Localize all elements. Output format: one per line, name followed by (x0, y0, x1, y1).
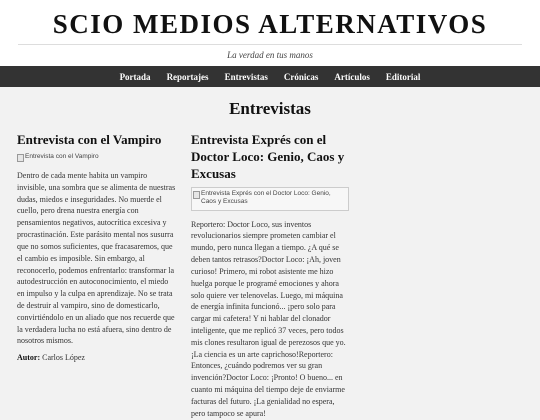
nav-item-reportajes[interactable]: Reportajes (166, 71, 209, 82)
image-alt-text: Entrevista Exprés con el Doctor Loco: Genio, Caos y Excusas (201, 189, 331, 206)
article-image (17, 153, 177, 162)
article-card (17, 132, 177, 362)
author-label: Autor: (17, 353, 41, 363)
article-image (191, 187, 349, 211)
broken-image-icon (17, 154, 24, 162)
article-author (17, 353, 177, 362)
nav-item-entrevistas[interactable]: Entrevistas (224, 71, 268, 82)
site-tagline: La verdad en tus manos (227, 50, 313, 60)
main-nav (0, 66, 540, 87)
page-heading: Entrevistas (229, 99, 311, 118)
article-title[interactable]: Entrevista con el Vampiro (17, 132, 162, 147)
nav-item-cronicas[interactable]: Crónicas (283, 71, 319, 82)
article-body: Dentro de cada mente habita un vampiro invisible, una sombra que se alimenta de nuestras dudas, miedos e inseguridades. No muerde el cuello, pero drena nuestra energía con pensamientos negativos, autocrítica excesiva y procrastinación. Este parásito mental nos susurra que no somos suficientes, que fracasaremos, que el cambio es imposible. Sin embargo, al reconocerlo, podemos enfrentarlo: transformar la autodestrucción en autoconocimiento, el miedo en impulso y la culpa en aprendizaje. No se trata de destruir al vampiro, sino de domesticarlo, convirtiéndolo en un aliado que nos recuerde que la verdadera lucha no está afuera, sino dentro de nosotros mismos. (17, 170, 176, 346)
header-divider (18, 44, 522, 45)
article-body: Reportero: Doctor Loco, sus inventos revolucionarios siempre prometen cambiar el mundo, pero nunca llegan a tiempo. ¿A qué se deben tantos retrasos?Doctor Loco: ¡Ah, joven curioso! Primero, mi robot asistente me hizo huelga porque le programé emociones y ahora solo quiere ver telenovelas. Luego, mi máquina de energía infinita funcionó... ¡pero solo para cargar mi cafetera! Y ni hablar del clonador inteligente, que me replicó 37 veces, pero todos mis clones resultaron igual de perezosos que yo. ¡La ciencia es un arte caprichoso!Reportero: Entonces, ¿cuándo podremos ver su gran invención?Doctor Loco: ¡Pronto! O bueno... en cuanto mi máquina del tiempo deje de enviarme facturas del futuro. ¡La genialidad no espera, pero tampoco se apura! (191, 219, 346, 418)
site-header (0, 0, 540, 66)
nav-item-portada[interactable]: Portada (119, 71, 151, 82)
broken-image-icon (193, 191, 200, 199)
article-title[interactable]: Entrevista Exprés con el Doctor Loco: Genio, Caos y Excusas (191, 132, 345, 181)
site-title[interactable]: SCIO MEDIOS ALTERNATIVOS (52, 9, 488, 39)
nav-item-articulos[interactable]: Artículos (334, 71, 370, 82)
image-alt-text: Entrevista con el Vampiro (25, 152, 99, 160)
nav-item-editorial[interactable]: Editorial (385, 71, 421, 82)
author-name: Carlos López (42, 353, 85, 363)
article-card (191, 132, 349, 420)
